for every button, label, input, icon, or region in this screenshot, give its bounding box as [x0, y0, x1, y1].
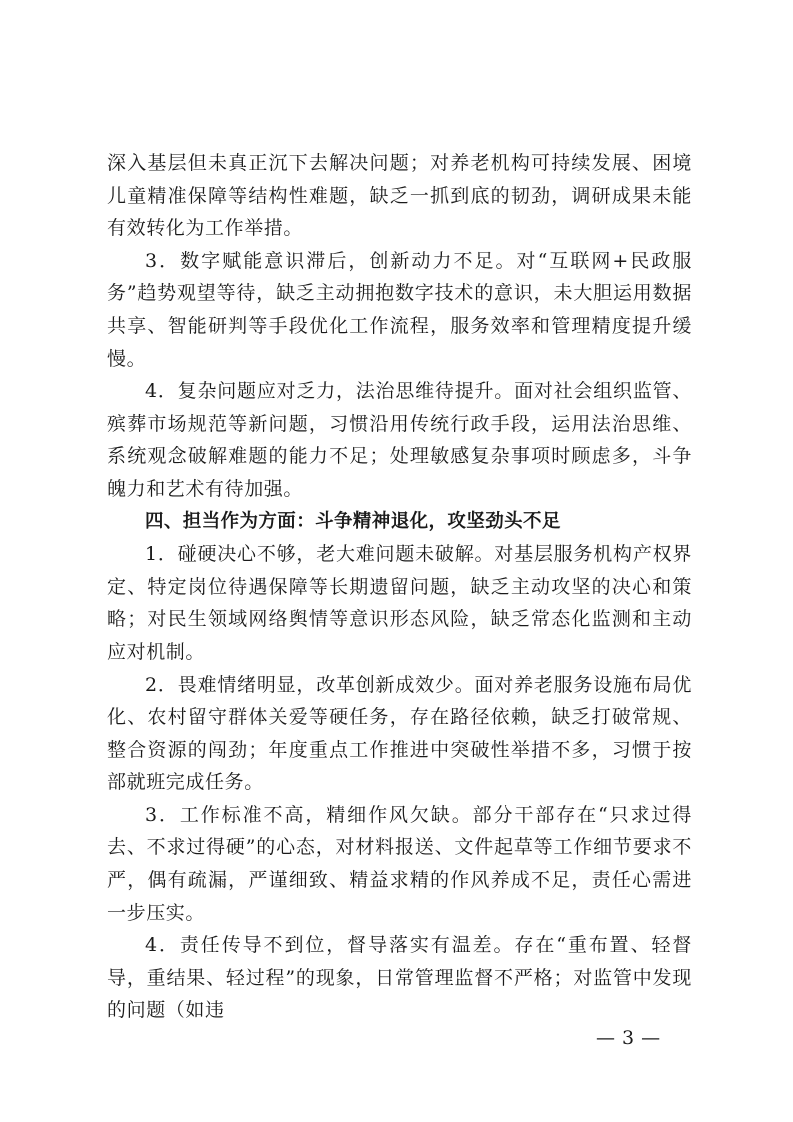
- paragraph-tough-issues: 1．碰硬决心不够，老大难问题未破解。对基层服务机构产权界定、特定岗位待遇保障等长期遗留问题，缺乏主动攻坚的决心和策略；对民生领域网络舆情等意识形态风险，缺乏常态化监测和主动应对机制。: [107, 543, 692, 663]
- paragraph-digital-empowerment: 3．数字赋能意识滞后，创新动力不足。对“互联网+民政服务”趋势观望等待，缺乏主动拥抱数字技术的意识，未大胆运用数据共享、智能研判等手段优化工作流程，服务效率和管理精度提升缓慢。: [107, 249, 692, 370]
- paragraph-reform-innovation: 2．畏难情绪明显，改革创新成效少。面对养老服务设施布局优化、农村留守群体关爱等硬任务，存在路径依赖，缺乏打破常规、整合资源的闯劲；年度重点工作推进中突破性举措不多，习惯于按部就班完成任务。: [107, 673, 692, 794]
- paragraph-continuation: 深入基层但未真正沉下去解决问题；对养老机构可持续发展、困境儿童精准保障等结构性难题，缺乏一抓到底的韧劲，调研成果未能有效转化为工作举措。: [107, 152, 692, 240]
- section-heading-four: 四、担当作为方面：斗争精神退化，攻坚劲头不足: [145, 510, 561, 532]
- document-body: [107, 147, 692, 1027]
- paragraph-responsibility: 4．责任传导不到位，督导落实有温差。存在“重布置、轻督导，重结果、轻过程”的现象，日常管理监督不严格；对监管中发现的问题（如违: [107, 934, 692, 1022]
- page-number: — 3 —: [596, 1027, 661, 1049]
- paragraph-complex-problems: 4．复杂问题应对乏力，法治思维待提升。面对社会组织监管、殡葬市场规范等新问题，习惯沿用传统行政手段，运用法治思维、系统观念破解难题的能力不足；处理敏感复杂事项时顾虑多，斗争魄力和艺术有待加强。: [107, 380, 692, 500]
- paragraph-work-standards: 3．工作标准不高，精细作风欠缺。部分干部存在“只求过得去、不求过得硬”的心态，对材料报送、文件起草等工作细节要求不严，偶有疏漏，严谨细致、精益求精的作风养成不足，责任心需进一步压实。: [107, 803, 692, 924]
